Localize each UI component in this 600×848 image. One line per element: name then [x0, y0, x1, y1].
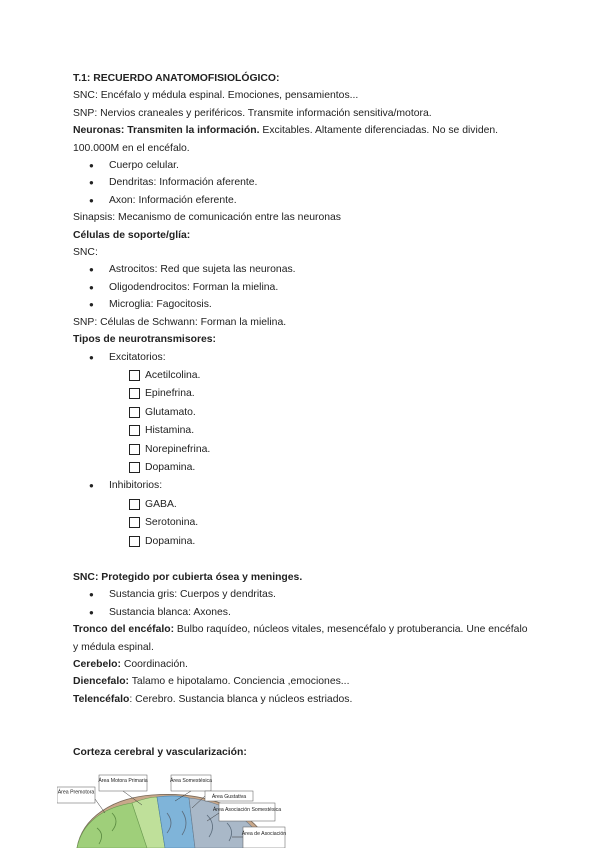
spacer [73, 708, 533, 744]
sinapsis-line: Sinapsis: Mecanismo de comunicación entre las neuronas [73, 212, 341, 224]
checklist-item: Serotonina. [73, 514, 533, 531]
corteza-heading: Corteza cerebral y vascularización: [73, 747, 247, 759]
checklist-item: Histamina. [73, 422, 533, 439]
list-item: ● Microglia: Fagocitosis. [73, 296, 533, 313]
list-item: ● Sustancia gris: Cuerpos y dendritas. [73, 586, 533, 603]
document-body [73, 70, 533, 762]
neuronas-count: 100.000M en el encéfalo. [73, 142, 190, 154]
checkbox-icon [129, 536, 140, 547]
snc-protegido-heading: SNC: Protegido por cubierta ósea y meninges. [73, 571, 303, 583]
checklist-item: Norepinefrina. [73, 441, 533, 458]
checkbox-icon [129, 499, 140, 510]
checklist-item: GABA. [73, 496, 533, 513]
label-asociacion: Área de Asociación [241, 831, 287, 837]
snp-definition: SNP: Nervios craneales y periféricos. Transmite información sensitiva/motora. [73, 107, 432, 119]
snc-definition: SNC: Encéfalo y médula espinal. Emociones, pensamientos... [73, 90, 359, 102]
neuronas-line: Neuronas: Transmiten la información. Excitables. Altamente diferenciadas. No se dividen. [73, 125, 499, 137]
soporte-snc-label: SNC: [73, 247, 98, 259]
checkbox-icon [129, 444, 140, 455]
checkbox-icon [129, 425, 140, 436]
soporte-heading: Células de soporte/glía: [73, 229, 191, 241]
excitatorios-label: ● Excitatorios: [73, 349, 533, 366]
label-premotora: Área Premotora [57, 789, 95, 796]
diencefalo-line: Diencefalo: Talamo e hipotalamo. Conciencia ,emociones... [73, 676, 350, 688]
checklist-item: Acetilcolina. [73, 367, 533, 384]
label-motora: Área Motora Primaria [98, 778, 148, 784]
list-item: ● Axon: Información eferente. [73, 192, 533, 209]
list-item: ● Dendritas: Información aferente. [73, 174, 533, 191]
checkbox-icon [129, 517, 140, 528]
list-item: ● Oligodendrocitos: Forman la mielina. [73, 279, 533, 296]
checkbox-icon [129, 407, 140, 418]
neurotransmisores-heading: Tipos de neurotransmisores: [73, 334, 217, 346]
label-somatoestesica: Área Somestésica [169, 778, 213, 784]
checkbox-icon [129, 388, 140, 399]
brain-cortex-figure [57, 773, 287, 848]
checkbox-icon [129, 462, 140, 473]
doc-title: T.1: RECUERDO ANATOMOFISIOLÓGICO: [73, 73, 280, 84]
label-asociacion-somestesica: Área Asociación Somestésica [212, 807, 282, 813]
brain-illustration [57, 773, 287, 848]
spacer [73, 551, 533, 569]
checklist-item: Dopamina. [73, 459, 533, 476]
soporte-snp-line: SNP: Células de Schwann: Forman la mielina. [73, 316, 287, 328]
list-item: ● Cuerpo celular. [73, 157, 533, 174]
checklist-item: Glutamato. [73, 404, 533, 421]
list-item: ● Sustancia blanca: Axones. [73, 604, 533, 621]
telencefalo-line: Telencéfalo: Cerebro. Sustancia blanca y núcleos estriados. [73, 693, 353, 705]
inhibitorios-label: ● Inhibitorios: [73, 477, 533, 494]
tronco-paragraph: Tronco del encéfalo: Bulbo raquídeo, núcleos vitales, mesencéfalo y protuberancia. Une encéfalo y médula espinal. [73, 624, 528, 653]
checklist-item: Epinefrina. [73, 385, 533, 402]
cerebelo-line: Cerebelo: Coordinación. [73, 659, 188, 670]
label-gustativa: Área Gustativa [211, 794, 247, 800]
checklist-item: Dopamina. [73, 533, 533, 550]
checkbox-icon [129, 370, 140, 381]
list-item: ● Astrocitos: Red que sujeta las neuronas. [73, 261, 533, 278]
